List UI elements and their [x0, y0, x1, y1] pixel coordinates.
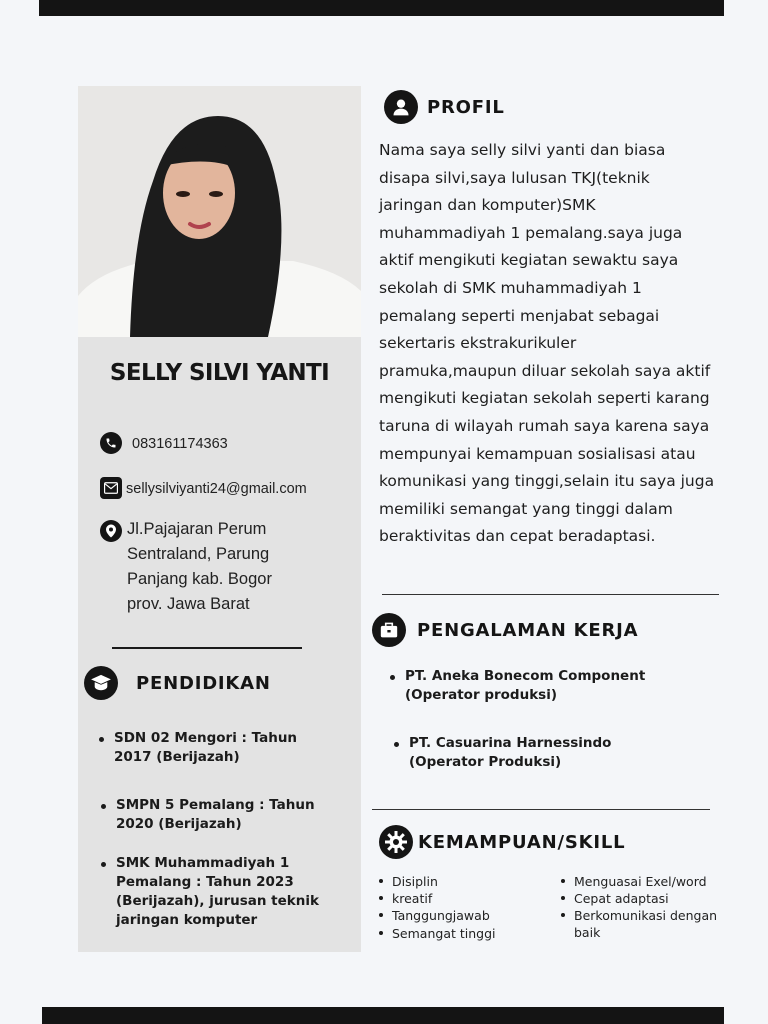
skill-item: Cepat adaptasi — [574, 891, 669, 906]
phone-icon — [100, 432, 122, 454]
briefcase-icon — [372, 613, 406, 647]
skill-item: Semangat tinggi — [392, 926, 496, 941]
profile-paragraph: Nama saya selly silvi yanti dan biasa disapa silvi,saya lulusan TKJ(teknik jaringan dan komputer)SMK muhammadiyah 1 pemalang.saya juga aktif mengikuti kegiatan sewaktu saya sekolah di SMK muhammadiyah 1 pemalang seperti menjabat sebagai sekertaris ekstrakurikuler pramuka,maupun diluar sekolah saya aktif mengikuti kegiatan sekolah seperti karang taruna di wilayah rumah saya karena saya mempunyai kemampuan sosialisasi atau komunikasi yang tinggi,selain itu saya juga memiliki semangat yang tinggi dalam beraktivitas dan cepat beradaptasi. — [379, 141, 715, 546]
profile-photo — [78, 86, 361, 337]
person-name: SELLY SILVI YANTI — [109, 360, 330, 386]
profile-heading — [384, 90, 505, 124]
profile-title: PROFIL — [427, 96, 505, 118]
profile-divider — [382, 594, 719, 595]
work-item: PT. Aneka Bonecom Component (Operator produksi) — [405, 667, 705, 705]
address: Jl.Pajajaran Perum Sentraland, Parung Panjang kab. Bogor prov. Jawa Barat — [127, 520, 272, 613]
email-address: sellysilviyanti24@gmail.com — [126, 481, 307, 497]
bottom-bar — [42, 1007, 724, 1024]
gear-icon — [379, 825, 413, 859]
phone-number: 083161174363 — [132, 436, 228, 452]
education-heading — [84, 666, 271, 700]
skill-item: Tanggungjawab — [392, 908, 490, 923]
education-item: SDN 02 Mengori : Tahun 2017 (Berijazah) — [114, 729, 334, 767]
user-icon — [384, 90, 418, 124]
sidebar — [78, 86, 361, 952]
work-title: PENGALAMAN KERJA — [417, 619, 639, 641]
address-row — [100, 517, 272, 617]
education-item: SMPN 5 Pemalang : Tahun 2020 (Berijazah) — [116, 796, 336, 834]
skill-item: Berkomunikasi dengan baik — [574, 908, 718, 940]
skills-title: KEMAMPUAN/SKILL — [418, 831, 626, 853]
education-title: PENDIDIKAN — [136, 672, 271, 694]
email-row — [100, 477, 307, 502]
skill-item: Disiplin — [392, 874, 438, 889]
work-heading — [372, 613, 638, 647]
graduation-cap-icon — [84, 666, 118, 700]
mail-icon — [100, 477, 122, 499]
work-item: PT. Casuarina Harnessindo (Operator Produksi) — [409, 734, 709, 772]
skill-item: Menguasai Exel/word — [574, 874, 707, 889]
sidebar-divider — [112, 647, 302, 649]
top-bar — [39, 0, 724, 16]
skills-heading — [379, 825, 625, 859]
education-item: SMK Muhammadiyah 1 Pemalang : Tahun 2023 (Berijazah), jurusan teknik jaringan komputer — [116, 854, 336, 930]
location-pin-icon — [100, 520, 122, 542]
skill-item: kreatif — [392, 891, 433, 906]
work-divider — [372, 809, 710, 810]
phone-row — [100, 432, 228, 457]
